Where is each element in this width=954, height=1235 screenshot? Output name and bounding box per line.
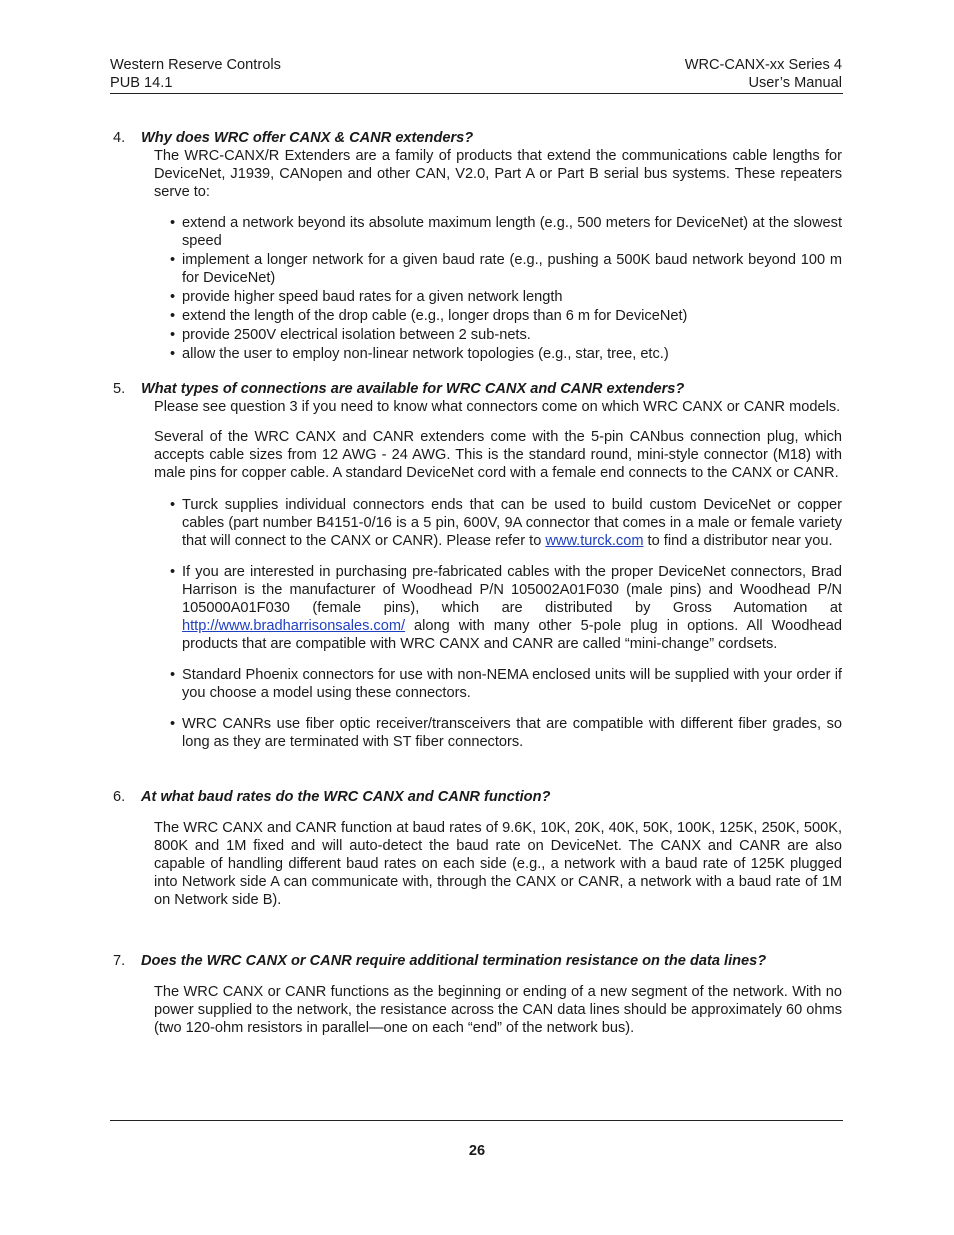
page-body — [110, 129, 842, 1037]
list-item: • extend the length of the drop cable (e.g., longer drops than 6 m for DeviceNet) — [170, 308, 688, 324]
turck-link[interactable]: www.turck.com — [545, 533, 644, 549]
bullet-icon: • — [170, 308, 176, 324]
q5-paragraph-2: Several of the WRC CANX and CANR extenders come with the 5-pin CANbus connection plug, which accepts cable sizes from 12 AWG - 24 AWG. This is the standard round, mini-style connector (M18) with male pins for copper cable. A standard DeviceNet cord with a female end connects to the CANX or CANR. — [154, 429, 842, 481]
question-number: 7. — [113, 953, 126, 969]
q4-bullet-list — [110, 214, 842, 363]
list-item: • Turck supplies individual connectors ends that can be used to build custom DeviceNet or copper cables (part number B4151-0/16 is a 5 pin, 600V, 9A connector that comes in a male or female variety that will connect to the CANX or CANR). Please refer to www.turck.com to find a distributor near you. — [170, 497, 842, 549]
bullet-icon: • — [170, 716, 176, 732]
list-item: • provide 2500V electrical isolation between 2 sub-nets. — [170, 327, 531, 343]
list-item: • WRC CANRs use fiber optic receiver/transceivers that are compatible with different fiber grades, so long as they are terminated with ST fiber connectors. — [170, 716, 842, 750]
bullet-icon: • — [170, 327, 176, 343]
question-number: 6. — [113, 789, 126, 805]
q6-paragraph: The WRC CANX and CANR function at baud rates of 9.6K, 10K, 20K, 40K, 50K, 100K, 125K, 250K, 500K, 800K and 1M fixed and will auto-detect the baud rate on DeviceNet. The CANX and CANR are also capable of handling different baud rates on each side (e.g., a network with a baud rate of 125K plugged into Network side A can communicate with, through the CANX or CANR, a network with a baud rate of 1M on Network side B). — [154, 820, 842, 908]
bullet-icon: • — [170, 252, 176, 268]
bullet-icon: • — [170, 346, 176, 362]
question-title: Does the WRC CANX or CANR require additional termination resistance on the data lines? — [141, 953, 767, 969]
bullet-icon: • — [170, 497, 176, 513]
list-item: • provide higher speed baud rates for a given network length — [170, 289, 563, 305]
question-4-heading — [110, 129, 842, 147]
question-6-heading — [110, 788, 842, 806]
bullet-icon: • — [170, 564, 176, 580]
question-title: Why does WRC offer CANX & CANR extenders? — [141, 130, 474, 146]
q4-intro: The WRC-CANX/R Extenders are a family of products that extend the communications cable lengths for DeviceNet, J1939, CANopen and other CAN, V2.0, Part A or Part B serial bus systems. These repeaters serve to: — [154, 148, 842, 200]
header-company: Western Reserve Controls — [110, 57, 281, 73]
list-item: • If you are interested in purchasing pre-fabricated cables with the proper DeviceNet connectors, Brad Harrison is the manufacturer of Woodhead P/N 105002A01F030 (male pins) and Woodhead P/N 105000A01F030 (female pins), which are distributed by Gross Automation at http://www.bradharrisonsales.com/ along with many other 5-pole plug in options. All Woodhead products that are compatible with WRC CANX and CANR are called “mini-change” cordsets. — [170, 564, 842, 652]
q5-paragraph-1: Please see question 3 if you need to know what connectors come on which WRC CANX or CANR models. — [154, 399, 841, 415]
question-number: 5. — [113, 381, 126, 397]
header-series: WRC-CANX-xx Series 4 — [684, 57, 842, 73]
list-item: • extend a network beyond its absolute maximum length (e.g., 500 meters for DeviceNet) at the slowest speed — [170, 215, 842, 249]
list-item: • Standard Phoenix connectors for use with non-NEMA enclosed units will be supplied with your order if you choose a model using these connectors. — [170, 667, 842, 701]
brad-harrison-link[interactable]: http://www.bradharrisonsales.com/ — [182, 618, 406, 634]
page-number: 26 — [468, 1143, 486, 1159]
header-pub: PUB 14.1 — [110, 75, 173, 91]
question-5-heading — [110, 380, 842, 398]
header-rule — [110, 93, 843, 94]
q7-paragraph: The WRC CANX or CANR functions as the beginning or ending of a new segment of the network. With no power supplied to the network, the resistance across the CAN data lines should be approximately 60 ohms (two 120-ohm resistors in parallel—one on each “end” of the network bus). — [154, 984, 842, 1036]
question-number: 4. — [113, 130, 126, 146]
question-title: What types of connections are available for WRC CANX and CANR extenders? — [141, 381, 685, 397]
header-manual: User’s Manual — [748, 75, 842, 91]
bullet-icon: • — [170, 667, 176, 683]
list-item: • allow the user to employ non-linear network topologies (e.g., star, tree, etc.) — [170, 346, 669, 362]
bullet-icon: • — [170, 215, 176, 231]
footer-rule — [110, 1120, 843, 1121]
question-title: At what baud rates do the WRC CANX and CANR function? — [141, 789, 551, 805]
bullet-icon: • — [170, 289, 176, 305]
list-item: • implement a longer network for a given baud rate (e.g., pushing a 500K baud network beyond 100 m for DeviceNet) — [170, 252, 842, 286]
question-7-heading — [110, 952, 842, 970]
